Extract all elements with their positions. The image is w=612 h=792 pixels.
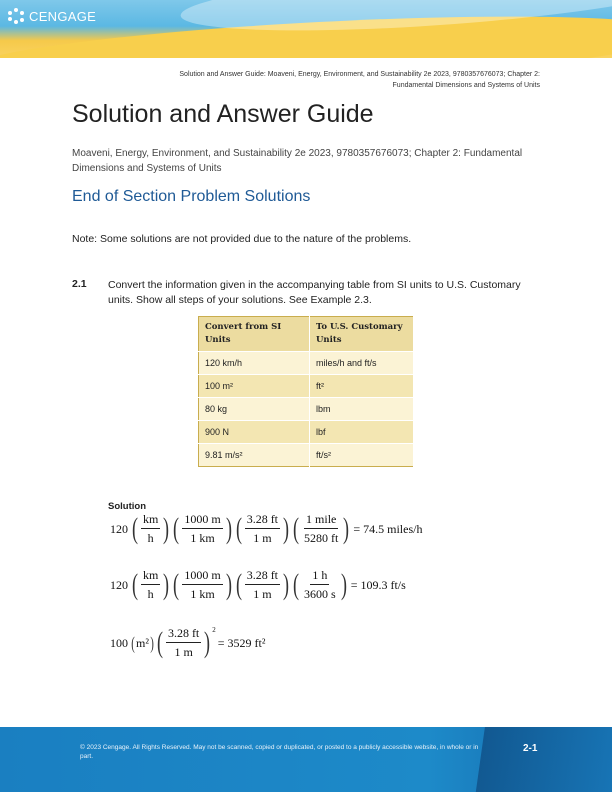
frac-denominator: 1 m bbox=[174, 645, 193, 659]
table-cell: 9.81 m/s² bbox=[199, 444, 310, 467]
frac-numerator: 1 h bbox=[310, 568, 329, 585]
running-head bbox=[70, 69, 540, 91]
frac-numerator: 3.28 ft bbox=[245, 568, 280, 585]
section-heading: End of Section Problem Solutions bbox=[72, 188, 311, 205]
table-cell: lbm bbox=[310, 398, 414, 421]
header-banner bbox=[0, 0, 612, 58]
table-row bbox=[199, 398, 414, 421]
frac-numerator: 1000 m bbox=[182, 512, 222, 529]
solution-label: Solution bbox=[108, 501, 146, 512]
cengage-logo-icon bbox=[8, 8, 24, 24]
table-row bbox=[199, 421, 414, 444]
table-cell: miles/h and ft/s bbox=[310, 352, 414, 375]
frac-denominator: 1 km bbox=[190, 531, 215, 545]
eq-factor: ( $\frac{1000 m}{1 km}$ ) bbox=[173, 512, 232, 545]
footer-brush bbox=[474, 727, 612, 792]
eq-factor: ( $\frac{\text{1 mile}}{5280 ft}$ ) bbox=[293, 512, 350, 545]
book-citation: Moaveni, Energy, Environment, and Sustainability 2e 2023, 9780357676073; Chapter 2: Fundamental Dimensions and Systems of Units bbox=[72, 148, 523, 174]
eq-unit-group: ( m² ) bbox=[131, 633, 154, 653]
running-head-line2: Fundamental Dimensions and Systems of Units bbox=[392, 82, 540, 89]
eq-factor: ( $\frac{1000 m}{1 km}$ ) bbox=[173, 568, 232, 601]
frac-numerator: 3.28 ft bbox=[245, 512, 280, 529]
frac-denominator: h bbox=[147, 531, 154, 545]
copyright-notice: © 2023 Cengage. All Rights Reserved. May not be scanned, copied or duplicated, or posted to a publicly accessible website, in whole or in part. bbox=[80, 744, 479, 760]
note-text: Note: Some solutions are not provided due to the nature of the problems. bbox=[72, 233, 412, 245]
problem-statement: Convert the information given in the accompanying table from SI units to U.S. Customary units. Show all steps of your solutions. See Example 2.3. bbox=[108, 279, 521, 306]
conversion-table bbox=[198, 316, 414, 467]
frac-numerator: 3.28 ft bbox=[166, 626, 201, 643]
frac-numerator: km bbox=[141, 568, 160, 585]
table-header: To U.S. Customary Units bbox=[310, 317, 414, 352]
eq-coefficient: 120 bbox=[110, 577, 128, 592]
table-header: Convert from SI Units bbox=[199, 317, 310, 352]
table-cell: 120 km/h bbox=[199, 352, 310, 375]
table-cell: ft² bbox=[310, 375, 414, 398]
eq-factor: ( $\frac{1 h}{3600 s}$ ) bbox=[293, 568, 347, 601]
table-cell: ft/s² bbox=[310, 444, 414, 467]
page-title: Solution and Answer Guide bbox=[72, 100, 374, 128]
brand-name: CENGAGE bbox=[29, 8, 97, 24]
eq-factor: ( $\frac{3.28 ft}{1 m}$ ) $^2$ bbox=[156, 626, 216, 659]
eq-factor: ( $\frac{km}{h}$ ) bbox=[132, 512, 170, 545]
frac-denominator: h bbox=[147, 587, 154, 601]
equation-speed-miles bbox=[108, 512, 424, 546]
eq-coefficient: 120 bbox=[110, 521, 128, 536]
equation-area bbox=[108, 626, 267, 660]
eq-coefficient: 100 bbox=[110, 635, 128, 650]
eq-result: = 74.5 miles/h bbox=[353, 521, 423, 536]
table-cell: 900 N bbox=[199, 421, 310, 444]
table-row bbox=[199, 444, 414, 467]
problem-number: 2.1 bbox=[72, 278, 87, 290]
table-cell: lbf bbox=[310, 421, 414, 444]
eq-result: = 3529 ft² bbox=[217, 635, 266, 650]
frac-denominator: 1 m bbox=[253, 587, 272, 601]
frac-denominator: 1 m bbox=[253, 531, 272, 545]
table-cell: 80 kg bbox=[199, 398, 310, 421]
frac-denominator: 3600 s bbox=[304, 587, 336, 601]
table-row bbox=[199, 375, 414, 398]
page-number: 2-1 bbox=[523, 743, 538, 754]
cengage-logo bbox=[8, 8, 96, 24]
table-cell: 100 m² bbox=[199, 375, 310, 398]
frac-numerator: km bbox=[141, 512, 160, 529]
eq-factor: ( $\frac{3.28 ft}{1 m}$ ) bbox=[235, 512, 290, 545]
eq-unit: m² bbox=[136, 635, 149, 650]
footer-banner bbox=[0, 727, 612, 792]
frac-denominator: 5280 ft bbox=[304, 531, 339, 545]
table-header-row bbox=[199, 317, 414, 352]
equation-speed-fts bbox=[108, 568, 408, 602]
frac-numerator: 1000 m bbox=[182, 568, 222, 585]
eq-factor: ( $\frac{3.28 ft}{1 m}$ ) bbox=[235, 568, 290, 601]
table-row bbox=[199, 352, 414, 375]
eq-exponent: 2 bbox=[212, 626, 216, 634]
eq-factor: ( $\frac{km}{h}$ ) bbox=[132, 568, 170, 601]
frac-numerator: 1 mile bbox=[304, 512, 338, 529]
eq-result: = 109.3 ft/s bbox=[350, 577, 406, 592]
running-head-line1: Solution and Answer Guide: Moaveni, Energy, Environment, and Sustainability 2e 2023, 9780357676073; Chapter 2: bbox=[179, 71, 540, 78]
frac-denominator: 1 km bbox=[190, 587, 215, 601]
